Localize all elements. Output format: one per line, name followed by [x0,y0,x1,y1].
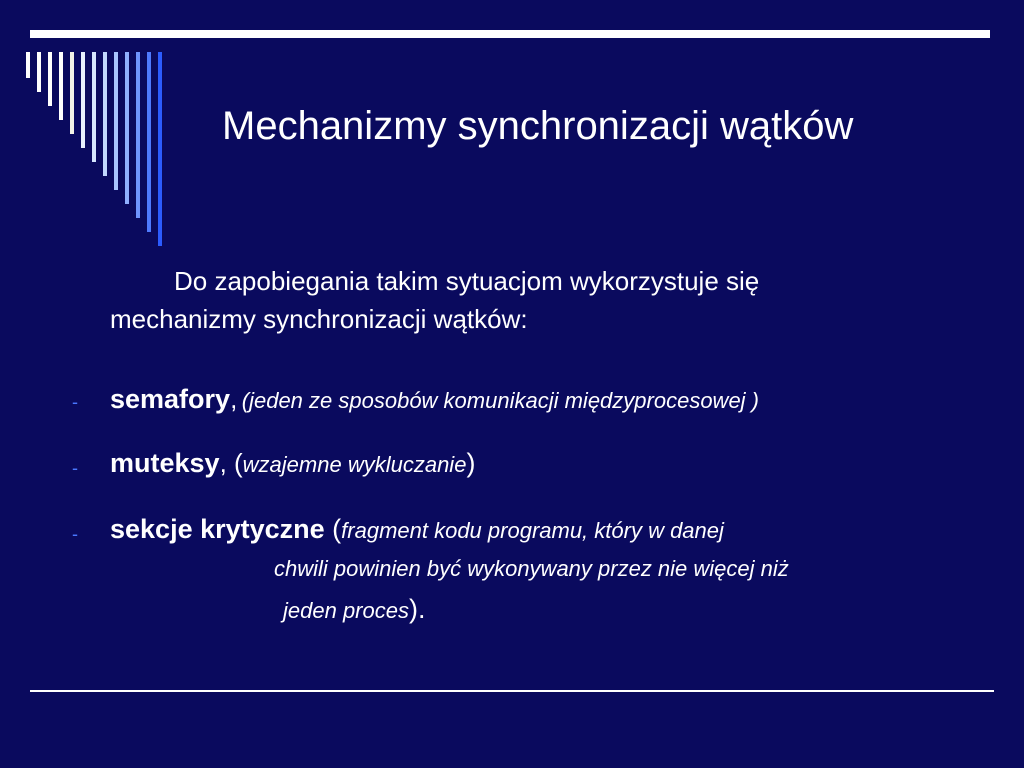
separator: ( [324,514,342,544]
list-item-semafory [110,384,759,415]
decorative-stripe [70,52,74,134]
list-item-sekcje-krytyczne [110,514,724,545]
close-paren: ) [466,448,476,478]
decorative-stripe [103,52,107,176]
bullet-dash: - [72,524,78,544]
term-sekcje-krytyczne: sekcje krytyczne [110,514,325,544]
intro-line-2: mechanizmy synchronizacji wątków: [110,304,528,334]
decorative-stripes [0,0,200,220]
description-sekcje-line-2: chwili powinien być wykonywany przez nie więcej niż [274,556,789,581]
description-sekcje-line-1: fragment kodu programu, który w danej [341,518,724,543]
decorative-stripe [37,52,41,92]
decorative-stripe [158,52,162,246]
decorative-stripe [136,52,140,218]
decorative-stripe [114,52,118,190]
decorative-stripe [81,52,85,148]
description-sekcje-line-3: jeden proces [283,598,409,623]
decorative-stripe [48,52,52,106]
decorative-stripe [147,52,151,232]
list-item-muteksy [110,448,475,479]
separator: , [230,384,238,414]
description-sekcje-line-3-wrap [283,594,425,625]
bottom-rule [30,690,994,692]
term-semafory: semafory [110,384,231,414]
bullet-dash: - [72,458,78,478]
intro-line-1: Do zapobiegania takim sytuacjom wykorzystuje się [174,266,760,296]
separator: , ( [219,448,243,478]
decorative-stripe [59,52,63,120]
description-muteksy: wzajemne wykluczanie [242,452,467,477]
slide-title: Mechanizmy synchronizacji wątków [222,104,854,148]
term-muteksy: muteksy [110,448,220,478]
description-semafory: (jeden ze sposobów komunikacji międzyprocesowej ) [241,388,760,413]
decorative-stripe [92,52,96,162]
decorative-stripe [26,52,30,78]
close-paren-period: ). [408,594,426,624]
intro-paragraph [110,262,990,338]
decorative-stripe [125,52,129,204]
bullet-dash: - [72,392,78,412]
